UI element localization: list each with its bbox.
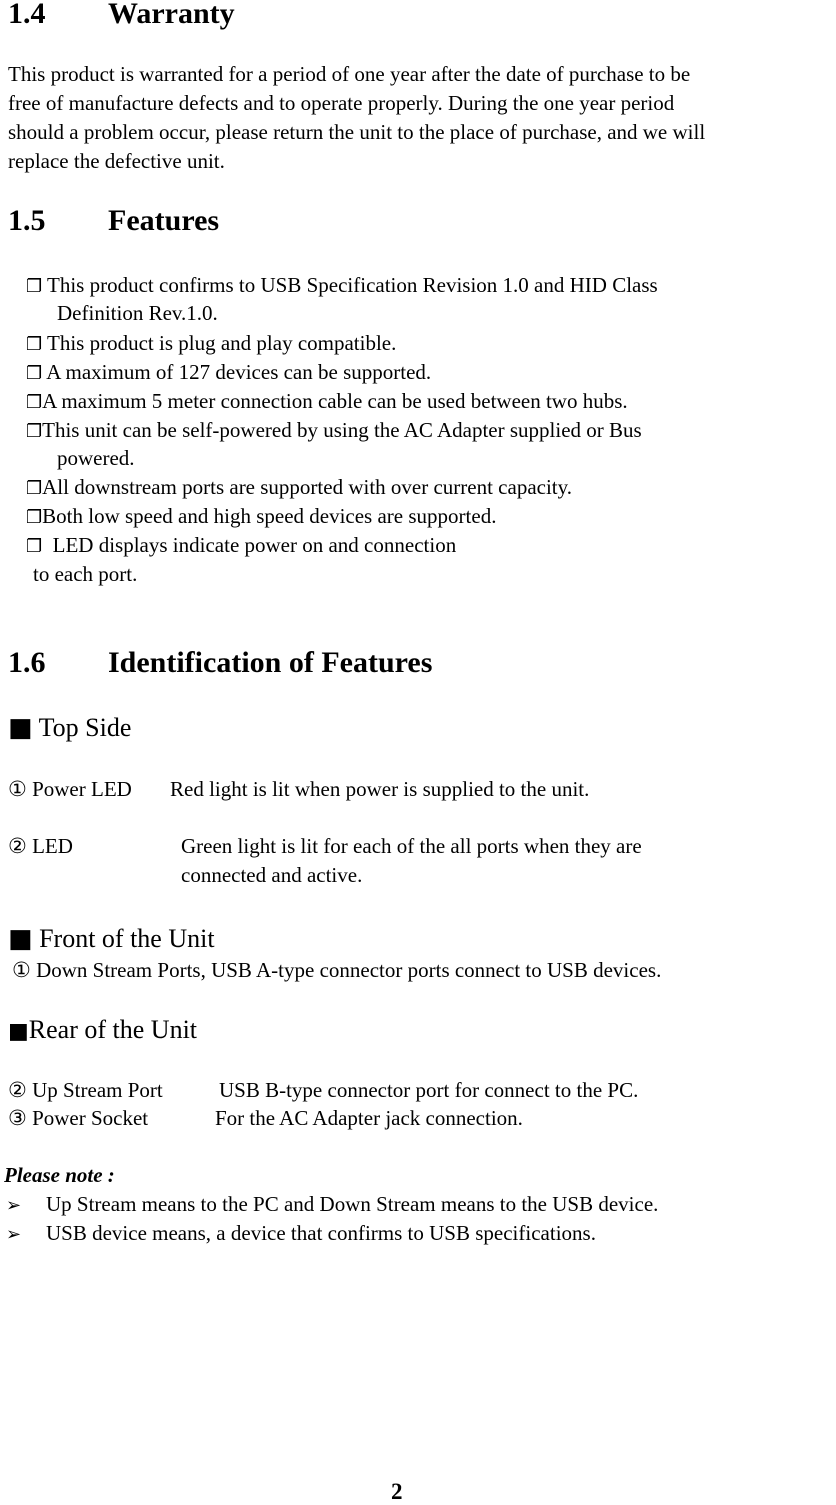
- checkbox-bullet-icon: ❐: [26, 392, 43, 413]
- identification-heading: Identification of Features: [108, 646, 433, 679]
- arrow-bullet-icon: ➢: [6, 1224, 22, 1245]
- warranty-line: replace the defective unit.: [8, 149, 225, 173]
- led-label: ② LED: [8, 834, 73, 858]
- warranty-line: should a problem occur, please return the unit to the place of purchase, and we will: [8, 120, 706, 144]
- please-note-heading: Please note :: [4, 1163, 115, 1187]
- feature-item: ❐Both low speed and high speed devices are supported.: [26, 504, 497, 528]
- front-of-unit-heading: ■ Front of the Unit: [8, 924, 215, 954]
- warranty-paragraph: [8, 60, 836, 176]
- warranty-line: free of manufacture defects and to operate properly. During the one year period: [8, 91, 675, 115]
- page-number: 2: [391, 1479, 403, 1504]
- led-description: Green light is lit for each of the all ports when they are: [181, 834, 642, 858]
- top-side-heading: ■ Top Side: [8, 713, 132, 743]
- note-item: ➢ USB device means, a device that confirms to USB specifications.: [6, 1221, 596, 1245]
- feature-item: ❐A maximum 5 meter connection cable can be used between two hubs.: [26, 389, 628, 413]
- identification-section-number: 1.6: [8, 646, 46, 679]
- down-stream-ports-item: ① Down Stream Ports, USB A-type connector ports connect to USB devices.: [12, 958, 662, 982]
- checkbox-bullet-icon: ❐: [26, 478, 43, 499]
- arrow-bullet-icon: ➢: [6, 1195, 22, 1216]
- up-stream-port-description: USB B-type connector port for connect to the PC.: [219, 1078, 639, 1102]
- warranty-heading: Warranty: [108, 0, 235, 30]
- black-square-icon: ■: [8, 924, 33, 954]
- checkbox-bullet-icon: ❐: [26, 536, 43, 557]
- feature-item: ❐This unit can be self-powered by using the AC Adapter supplied or Bus: [26, 418, 642, 442]
- up-stream-port-label: ② Up Stream Port: [8, 1078, 163, 1102]
- rear-of-unit-heading: ■Rear of the Unit: [8, 1015, 198, 1044]
- checkbox-bullet-icon: ❐: [26, 421, 43, 442]
- warranty-line: This product is warranted for a period of one year after the date of purchase to be: [8, 62, 691, 86]
- feature-item: ❐ LED displays indicate power on and connection: [26, 533, 457, 557]
- feature-item-continuation: Definition Rev.1.0.: [57, 301, 218, 325]
- checkbox-bullet-icon: ❐: [26, 276, 43, 297]
- warranty-section-number: 1.4: [8, 0, 46, 30]
- black-square-icon: ■: [8, 713, 33, 743]
- feature-item: ❐All downstream ports are supported with over current capacity.: [26, 475, 573, 499]
- power-socket-label: ③ Power Socket: [8, 1106, 149, 1130]
- feature-item-continuation: to each port.: [33, 562, 138, 586]
- feature-item-continuation: powered.: [57, 446, 135, 470]
- checkbox-bullet-icon: ❐: [26, 363, 43, 384]
- note-item: ➢ Up Stream means to the PC and Down Stream means to the USB device.: [6, 1192, 659, 1216]
- black-square-icon: ■: [8, 1019, 29, 1044]
- led-description-continuation: connected and active.: [181, 863, 363, 887]
- checkbox-bullet-icon: ❐: [26, 507, 43, 528]
- features-heading: Features: [108, 204, 220, 237]
- feature-item: ❐ This product is plug and play compatible.: [26, 331, 397, 355]
- features-section-number: 1.5: [8, 204, 46, 237]
- checkbox-bullet-icon: ❐: [26, 334, 43, 355]
- power-socket-description: For the AC Adapter jack connection.: [215, 1106, 523, 1130]
- feature-item: ❐ This product confirms to USB Specification Revision 1.0 and HID Class: [26, 273, 658, 297]
- feature-item: ❐ A maximum of 127 devices can be supported.: [26, 360, 432, 384]
- power-led-label: ① Power LED: [8, 777, 132, 801]
- power-led-description: Red light is lit when power is supplied to the unit.: [170, 777, 590, 801]
